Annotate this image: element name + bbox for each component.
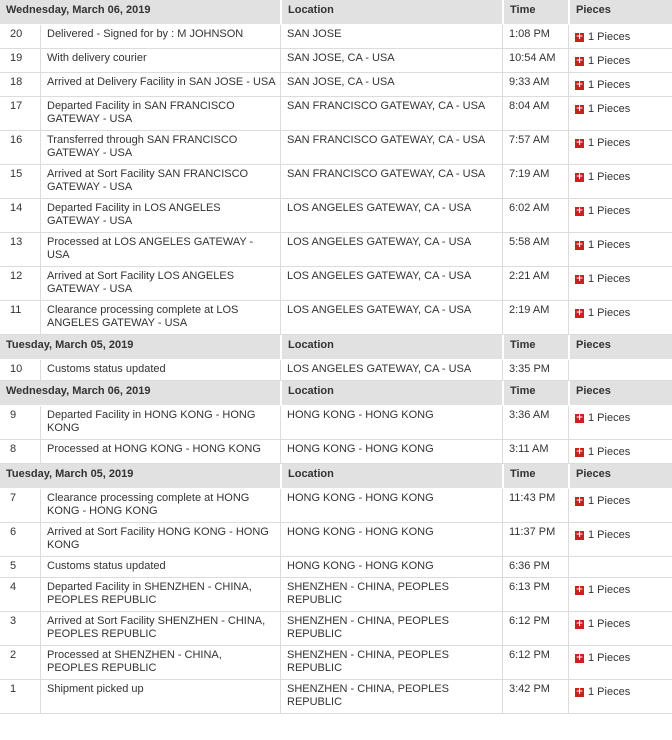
checkpoint-location: SAN FRANCISCO GATEWAY, CA - USA: [280, 131, 502, 165]
pieces-column-header: Pieces: [568, 381, 672, 406]
checkpoint-row: [0, 646, 672, 680]
plus-icon[interactable]: +: [575, 206, 584, 216]
checkpoint-location: LOS ANGELES GATEWAY, CA - USA: [280, 301, 502, 335]
pieces-label: 1 Pieces: [588, 446, 631, 458]
plus-icon[interactable]: +: [575, 447, 584, 457]
checkpoint-row: [0, 523, 672, 557]
checkpoint-location: SAN JOSE, CA - USA: [280, 73, 502, 97]
pieces-label: 1 Pieces: [588, 103, 631, 115]
group-date: Wednesday, March 06, 2019: [0, 0, 280, 25]
checkpoint-pieces: [568, 97, 672, 131]
checkpoint-location: SAN JOSE, CA - USA: [280, 49, 502, 73]
plus-icon[interactable]: +: [575, 104, 584, 114]
checkpoint-pieces: [568, 131, 672, 165]
pieces-label: 1 Pieces: [588, 171, 631, 183]
checkpoint-time: 3:36 AM: [502, 406, 568, 440]
date-group-header: [0, 335, 672, 360]
checkpoint-number: 6: [0, 523, 40, 557]
checkpoint-number: 1: [0, 680, 40, 714]
checkpoint-pieces: [568, 199, 672, 233]
checkpoint-pieces: [568, 557, 672, 578]
plus-icon[interactable]: +: [575, 80, 584, 90]
checkpoint-location: SHENZHEN - CHINA, PEOPLES REPUBLIC: [280, 578, 502, 612]
checkpoint-pieces: [568, 440, 672, 464]
group-date: Tuesday, March 05, 2019: [0, 335, 280, 360]
pieces-label: 1 Pieces: [588, 307, 631, 319]
pieces-label: 1 Pieces: [588, 652, 631, 664]
checkpoint-number: 3: [0, 612, 40, 646]
checkpoint-number: 8: [0, 440, 40, 464]
checkpoint-time: 10:54 AM: [502, 49, 568, 73]
checkpoint-row: [0, 612, 672, 646]
checkpoint-row: [0, 97, 672, 131]
plus-icon[interactable]: +: [575, 138, 584, 148]
checkpoint-number: 11: [0, 301, 40, 335]
pieces-label: 1 Pieces: [588, 273, 631, 285]
pieces-toggle[interactable]: [575, 270, 668, 286]
date-group-header: [0, 0, 672, 25]
checkpoint-time: 7:19 AM: [502, 165, 568, 199]
checkpoint-location: LOS ANGELES GATEWAY, CA - USA: [280, 199, 502, 233]
checkpoint-description: Processed at HONG KONG - HONG KONG: [40, 440, 280, 464]
location-column-header: Location: [280, 335, 502, 360]
location-column-header: Location: [280, 0, 502, 25]
plus-icon[interactable]: +: [575, 172, 584, 182]
checkpoint-time: 7:57 AM: [502, 131, 568, 165]
checkpoint-description: Shipment picked up: [40, 680, 280, 714]
checkpoint-description: Departed Facility in LOS ANGELES GATEWAY - USA: [40, 199, 280, 233]
checkpoint-description: Arrived at Sort Facility SAN FRANCISCO GATEWAY - USA: [40, 165, 280, 199]
pieces-toggle[interactable]: [575, 581, 668, 597]
checkpoint-pieces: [568, 25, 672, 49]
checkpoint-pieces: [568, 165, 672, 199]
pieces-toggle[interactable]: [575, 492, 668, 508]
checkpoint-pieces: [568, 489, 672, 523]
plus-icon[interactable]: +: [575, 308, 584, 318]
checkpoint-location: SHENZHEN - CHINA, PEOPLES REPUBLIC: [280, 680, 502, 714]
checkpoint-time: 1:08 PM: [502, 25, 568, 49]
checkpoint-row: [0, 440, 672, 464]
pieces-label: 1 Pieces: [588, 618, 631, 630]
checkpoint-number: 17: [0, 97, 40, 131]
checkpoint-pieces: [568, 233, 672, 267]
checkpoint-number: 9: [0, 406, 40, 440]
checkpoint-description: Customs status updated: [40, 557, 280, 578]
location-column-header: Location: [280, 381, 502, 406]
checkpoint-row: [0, 25, 672, 49]
plus-icon[interactable]: +: [575, 240, 584, 250]
pieces-label: 1 Pieces: [588, 584, 631, 596]
checkpoint-row: [0, 489, 672, 523]
checkpoint-location: LOS ANGELES GATEWAY, CA - USA: [280, 360, 502, 381]
checkpoint-row: [0, 360, 672, 381]
checkpoint-number: 7: [0, 489, 40, 523]
date-group-header: [0, 381, 672, 406]
pieces-toggle[interactable]: [575, 100, 668, 116]
pieces-label: 1 Pieces: [588, 686, 631, 698]
pieces-column-header: Pieces: [568, 464, 672, 489]
checkpoint-time: 6:12 PM: [502, 646, 568, 680]
pieces-toggle[interactable]: [575, 304, 668, 320]
checkpoint-location: SHENZHEN - CHINA, PEOPLES REPUBLIC: [280, 646, 502, 680]
checkpoint-number: 15: [0, 165, 40, 199]
pieces-label: 1 Pieces: [588, 412, 631, 424]
checkpoint-description: Clearance processing complete at HONG KONG - HONG KONG: [40, 489, 280, 523]
checkpoint-time: 11:43 PM: [502, 489, 568, 523]
checkpoint-number: 2: [0, 646, 40, 680]
checkpoint-pieces: [568, 360, 672, 381]
group-date: Tuesday, March 05, 2019: [0, 464, 280, 489]
pieces-toggle[interactable]: [575, 615, 668, 631]
checkpoint-description: Delivered - Signed for by : M JOHNSON: [40, 25, 280, 49]
pieces-toggle[interactable]: [575, 202, 668, 218]
checkpoint-row: [0, 578, 672, 612]
checkpoint-time: 11:37 PM: [502, 523, 568, 557]
checkpoint-row: [0, 73, 672, 97]
location-column-header: Location: [280, 464, 502, 489]
checkpoint-row: [0, 165, 672, 199]
time-column-header: Time: [502, 335, 568, 360]
pieces-label: 1 Pieces: [588, 495, 631, 507]
checkpoint-number: 4: [0, 578, 40, 612]
checkpoint-pieces: [568, 612, 672, 646]
checkpoint-description: Processed at SHENZHEN - CHINA, PEOPLES REPUBLIC: [40, 646, 280, 680]
checkpoint-row: [0, 49, 672, 73]
checkpoint-pieces: [568, 267, 672, 301]
checkpoint-number: 16: [0, 131, 40, 165]
checkpoint-location: HONG KONG - HONG KONG: [280, 489, 502, 523]
checkpoint-description: With delivery courier: [40, 49, 280, 73]
plus-icon[interactable]: +: [575, 687, 584, 697]
checkpoint-description: Departed Facility in SAN FRANCISCO GATEWAY - USA: [40, 97, 280, 131]
checkpoint-time: 8:04 AM: [502, 97, 568, 131]
checkpoint-pieces: [568, 49, 672, 73]
plus-icon[interactable]: +: [575, 32, 584, 42]
checkpoint-location: HONG KONG - HONG KONG: [280, 523, 502, 557]
checkpoint-row: [0, 301, 672, 335]
plus-icon[interactable]: +: [575, 413, 584, 423]
checkpoint-time: 3:35 PM: [502, 360, 568, 381]
pieces-label: 1 Pieces: [588, 55, 631, 67]
plus-icon[interactable]: +: [575, 274, 584, 284]
checkpoint-number: 5: [0, 557, 40, 578]
checkpoint-pieces: [568, 578, 672, 612]
checkpoint-pieces: [568, 301, 672, 335]
pieces-toggle[interactable]: [575, 52, 668, 68]
checkpoint-time: 6:02 AM: [502, 199, 568, 233]
checkpoint-description: Transferred through SAN FRANCISCO GATEWAY - USA: [40, 131, 280, 165]
checkpoint-location: HONG KONG - HONG KONG: [280, 557, 502, 578]
pieces-toggle[interactable]: [575, 683, 668, 699]
pieces-toggle[interactable]: [575, 168, 668, 184]
checkpoint-location: LOS ANGELES GATEWAY, CA - USA: [280, 233, 502, 267]
checkpoint-row: [0, 267, 672, 301]
checkpoint-description: Arrived at Sort Facility LOS ANGELES GATEWAY - USA: [40, 267, 280, 301]
plus-icon[interactable]: +: [575, 56, 584, 66]
checkpoint-number: 18: [0, 73, 40, 97]
date-group-header: [0, 464, 672, 489]
pieces-toggle[interactable]: [575, 28, 668, 44]
pieces-toggle[interactable]: [575, 76, 668, 92]
checkpoint-row: [0, 131, 672, 165]
checkpoint-description: Arrived at Sort Facility SHENZHEN - CHINA, PEOPLES REPUBLIC: [40, 612, 280, 646]
pieces-label: 1 Pieces: [588, 137, 631, 149]
plus-icon[interactable]: +: [575, 496, 584, 506]
checkpoint-description: Departed Facility in HONG KONG - HONG KONG: [40, 406, 280, 440]
plus-icon[interactable]: +: [575, 619, 584, 629]
checkpoint-description: Customs status updated: [40, 360, 280, 381]
plus-icon[interactable]: +: [575, 653, 584, 663]
checkpoint-location: SAN JOSE: [280, 25, 502, 49]
time-column-header: Time: [502, 464, 568, 489]
checkpoint-row: [0, 680, 672, 714]
checkpoint-number: 10: [0, 360, 40, 381]
plus-icon[interactable]: +: [575, 530, 584, 540]
pieces-column-header: Pieces: [568, 335, 672, 360]
pieces-label: 1 Pieces: [588, 31, 631, 43]
checkpoint-number: 19: [0, 49, 40, 73]
checkpoint-location: SHENZHEN - CHINA, PEOPLES REPUBLIC: [280, 612, 502, 646]
checkpoint-number: 12: [0, 267, 40, 301]
checkpoint-location: HONG KONG - HONG KONG: [280, 406, 502, 440]
pieces-label: 1 Pieces: [588, 529, 631, 541]
checkpoint-time: 3:11 AM: [502, 440, 568, 464]
pieces-label: 1 Pieces: [588, 239, 631, 251]
pieces-label: 1 Pieces: [588, 79, 631, 91]
group-date: Wednesday, March 06, 2019: [0, 381, 280, 406]
checkpoint-location: LOS ANGELES GATEWAY, CA - USA: [280, 267, 502, 301]
checkpoint-time: 2:19 AM: [502, 301, 568, 335]
pieces-toggle[interactable]: [575, 134, 668, 150]
checkpoint-time: 2:21 AM: [502, 267, 568, 301]
checkpoint-row: [0, 406, 672, 440]
checkpoint-description: Clearance processing complete at LOS ANGELES GATEWAY - USA: [40, 301, 280, 335]
pieces-toggle[interactable]: [575, 409, 668, 425]
checkpoint-location: HONG KONG - HONG KONG: [280, 440, 502, 464]
checkpoint-description: Arrived at Sort Facility HONG KONG - HONG KONG: [40, 523, 280, 557]
checkpoint-row: [0, 199, 672, 233]
checkpoint-pieces: [568, 646, 672, 680]
time-column-header: Time: [502, 381, 568, 406]
pieces-label: 1 Pieces: [588, 205, 631, 217]
checkpoint-pieces: [568, 680, 672, 714]
checkpoint-pieces: [568, 523, 672, 557]
checkpoint-location: SAN FRANCISCO GATEWAY, CA - USA: [280, 165, 502, 199]
pieces-toggle[interactable]: [575, 526, 668, 542]
checkpoint-description: Departed Facility in SHENZHEN - CHINA, PEOPLES REPUBLIC: [40, 578, 280, 612]
pieces-column-header: Pieces: [568, 0, 672, 25]
checkpoint-location: SAN FRANCISCO GATEWAY, CA - USA: [280, 97, 502, 131]
checkpoint-pieces: [568, 406, 672, 440]
pieces-toggle[interactable]: [575, 649, 668, 665]
checkpoint-number: 20: [0, 25, 40, 49]
checkpoint-time: 3:42 PM: [502, 680, 568, 714]
pieces-toggle[interactable]: [575, 236, 668, 252]
checkpoint-row: [0, 557, 672, 578]
checkpoint-pieces: [568, 73, 672, 97]
checkpoint-time: 5:58 AM: [502, 233, 568, 267]
checkpoint-number: 14: [0, 199, 40, 233]
checkpoint-time: 9:33 AM: [502, 73, 568, 97]
time-column-header: Time: [502, 0, 568, 25]
checkpoint-time: 6:36 PM: [502, 557, 568, 578]
checkpoint-description: Arrived at Delivery Facility in SAN JOSE - USA: [40, 73, 280, 97]
checkpoint-time: 6:12 PM: [502, 612, 568, 646]
checkpoint-description: Processed at LOS ANGELES GATEWAY - USA: [40, 233, 280, 267]
checkpoint-time: 6:13 PM: [502, 578, 568, 612]
checkpoint-number: 13: [0, 233, 40, 267]
plus-icon[interactable]: +: [575, 585, 584, 595]
checkpoint-row: [0, 233, 672, 267]
pieces-toggle[interactable]: [575, 443, 668, 459]
